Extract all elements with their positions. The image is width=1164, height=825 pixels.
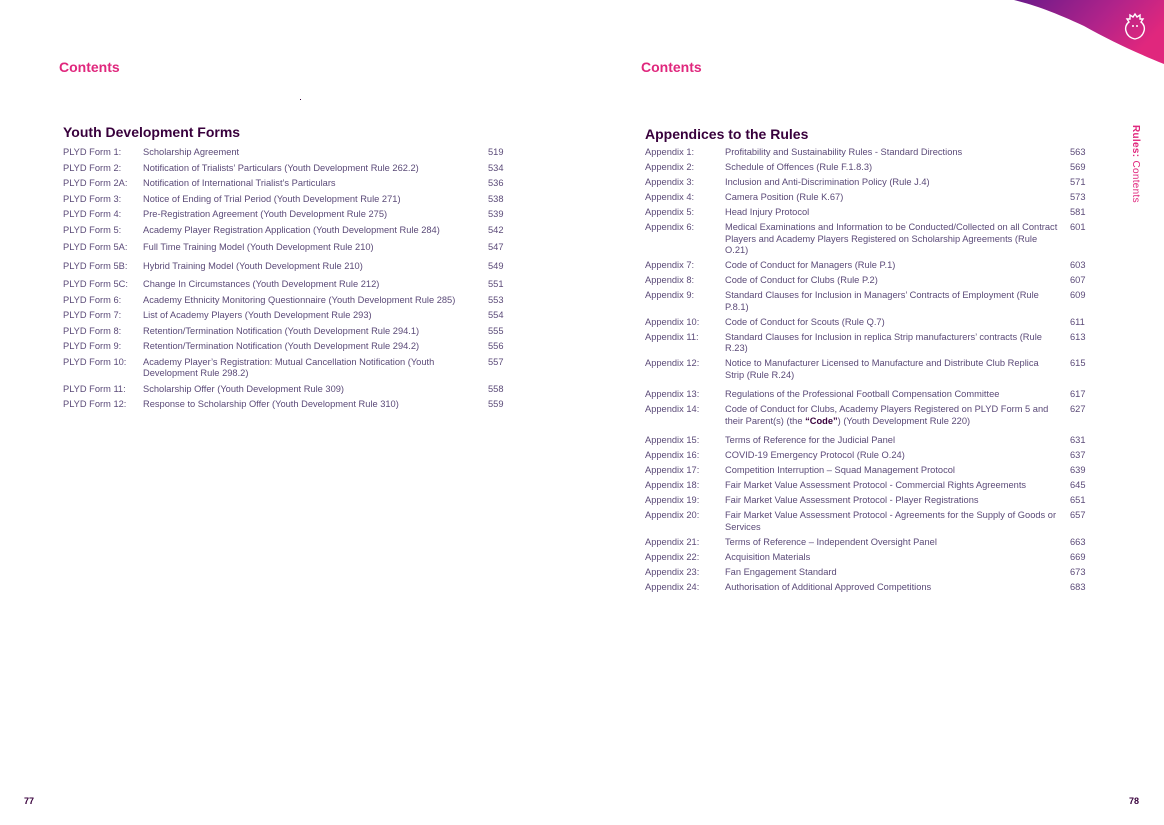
toc-entry-page: 669 (1070, 551, 1086, 562)
toc-entry-title-part: Code of Conduct for Clubs, Academy Players Registered on PLYD Form 5 and their Parent(s) (the (725, 404, 1049, 426)
toc-entry-page: 536 (488, 178, 504, 188)
toc-entry-page: 657 (1070, 510, 1086, 520)
toc-entry-page: 539 (488, 209, 504, 219)
toc-entry-title: Standard Clauses for Inclusion in replica Strip manufacturers’ contracts (Rule R.23) (725, 331, 1042, 353)
toc-entry-title: List of Academy Players (Youth Development Rule 293) (143, 310, 372, 320)
toc-entry-label: Appendix 21: (645, 536, 700, 547)
youth-forms-list (63, 147, 508, 415)
toc-entry-page: 683 (1070, 581, 1086, 592)
toc-entry-title: Code of Conduct for Scouts (Rule Q.7) (725, 316, 885, 327)
toc-entry-title: Schedule of Offences (Rule F.1.8.3) (725, 162, 873, 172)
toc-entry-page: 603 (1070, 260, 1086, 270)
toc-entry-label: PLYD Form 9: (63, 341, 122, 351)
toc-entry[interactable] (63, 384, 508, 396)
toc-entry-page: 553 (488, 294, 504, 305)
toc-entry-label: PLYD Form 10: (63, 356, 127, 367)
toc-entry-page: 559 (488, 399, 504, 409)
toc-entry-page: 613 (1070, 331, 1086, 342)
toc-entry[interactable] (645, 147, 1090, 159)
left-page-number: 77 (24, 796, 35, 806)
toc-entry-page: 663 (1070, 536, 1086, 547)
toc-entry[interactable] (63, 209, 508, 221)
toc-entry[interactable] (63, 341, 508, 353)
toc-entry[interactable] (645, 567, 1090, 579)
toc-entry-title: Medical Examinations and Information to be Conducted/Collected on all Contract Players and Academy Players Registered on Scholarship Agreements (Rule O.21) (725, 222, 1058, 255)
toc-entry[interactable] (63, 261, 508, 273)
toc-entry[interactable] (645, 275, 1090, 287)
toc-entry[interactable] (63, 399, 508, 411)
toc-entry-title: Academy Player’s Registration: Mutual Cancellation Notification (Youth Development Rule 298.2) (143, 356, 435, 378)
toc-entry-page: 551 (488, 279, 504, 289)
toc-entry[interactable] (645, 317, 1090, 329)
right-page-number: 78 (1129, 796, 1140, 806)
toc-entry[interactable] (645, 582, 1090, 594)
toc-entry-page: 611 (1070, 316, 1085, 327)
toc-entry-label: PLYD Form 8: (63, 325, 122, 336)
toc-entry-page: 547 (488, 242, 504, 252)
toc-entry-page: 581 (1070, 207, 1086, 217)
toc-entry[interactable] (645, 358, 1090, 381)
toc-entry-label: PLYD Form 5B: (63, 260, 128, 271)
toc-entry-page: 569 (1070, 162, 1086, 172)
toc-entry-label: PLYD Form 2A: (63, 178, 128, 188)
toc-entry-label: Appendix 10: (645, 316, 700, 327)
toc-entry-title: Terms of Reference – Independent Oversight Panel (725, 536, 937, 547)
toc-entry[interactable] (645, 495, 1090, 507)
toc-entry[interactable] (645, 332, 1090, 355)
toc-entry-page: 607 (1070, 275, 1086, 285)
toc-entry[interactable] (63, 295, 508, 307)
stray-dot (300, 99, 301, 100)
toc-entry-label: Appendix 8: (645, 275, 695, 285)
toc-entry-title: Academy Ethnicity Monitoring Questionnaire (Youth Development Rule 285) (143, 294, 456, 305)
toc-entry-title: Inclusion and Anti-Discrimination Policy (Rule J.4) (725, 177, 930, 187)
toc-entry-label: Appendix 13: (645, 389, 700, 399)
toc-entry-title: Profitability and Sustainability Rules - Standard Directions (725, 147, 963, 157)
side-tab-bold: Rules: (1130, 125, 1141, 158)
toc-entry[interactable] (63, 279, 508, 291)
toc-entry-label: Appendix 19: (645, 495, 700, 505)
toc-entry[interactable] (645, 465, 1090, 477)
toc-entry-page: 557 (488, 356, 504, 367)
toc-entry-title: Fair Market Value Assessment Protocol - Player Registrations (725, 495, 979, 505)
toc-entry[interactable] (63, 357, 508, 380)
toc-entry-page: 538 (488, 193, 504, 204)
toc-entry-title: Camera Position (Rule K.67) (725, 192, 844, 202)
toc-entry-label: PLYD Form 11: (63, 383, 126, 394)
toc-entry-label: Appendix 23: (645, 566, 700, 577)
toc-entry-page: 563 (1070, 147, 1086, 157)
toc-entry-label: PLYD Form 1: (63, 147, 122, 157)
toc-entry-title: Notice of Ending of Trial Period (Youth Development Rule 271) (143, 193, 401, 204)
appendices-list (645, 147, 1090, 597)
toc-entry[interactable] (645, 192, 1090, 204)
toc-entry-title: Response to Scholarship Offer (Youth Development Rule 310) (143, 399, 399, 409)
toc-entry-label: Appendix 5: (645, 207, 695, 217)
toc-entry-page: 549 (488, 260, 504, 271)
toc-entry-title: Competition Interruption – Squad Management Protocol (725, 465, 955, 475)
toc-entry[interactable] (63, 242, 508, 254)
toc-entry-label: Appendix 11: (645, 331, 699, 342)
toc-entry-title-part: ) (Youth Development Rule 220) (837, 415, 971, 426)
toc-entry[interactable] (63, 194, 508, 206)
toc-entry-title: Acquisition Materials (725, 551, 811, 562)
side-tab (1129, 125, 1141, 245)
toc-entry-page: 556 (488, 341, 504, 351)
toc-entry[interactable] (645, 404, 1090, 427)
toc-entry-label: Appendix 15: (645, 435, 700, 445)
toc-entry-title: Code of Conduct for Managers (Rule P.1) (725, 260, 896, 270)
toc-entry-title: Pre-Registration Agreement (Youth Development Rule 275) (143, 209, 388, 219)
toc-entry-label: PLYD Form 6: (63, 294, 122, 305)
toc-entry[interactable] (645, 162, 1090, 174)
toc-entry-title: Academy Player Registration Application (Youth Development Rule 284) (143, 224, 440, 235)
toc-entry-title: Notification of International Trialist’s Particulars (143, 178, 336, 188)
toc-entry-label: Appendix 14: (645, 404, 700, 414)
toc-entry-label: PLYD Form 3: (63, 193, 122, 204)
toc-entry-page: 601 (1070, 222, 1086, 232)
toc-entry-page: 615 (1070, 358, 1086, 368)
toc-entry-title: Regulations of the Professional Football Compensation Committee (725, 389, 1000, 399)
toc-entry-title: Hybrid Training Model (Youth Development Rule 210) (143, 260, 363, 271)
toc-entry[interactable] (645, 260, 1090, 272)
appendices-section-title: Appendices to the Rules (645, 126, 809, 142)
toc-entry-label: Appendix 2: (645, 162, 695, 172)
toc-entry-label: PLYD Form 5A: (63, 242, 128, 252)
toc-entry-label: Appendix 17: (645, 465, 700, 475)
toc-entry-label: Appendix 6: (645, 222, 695, 232)
toc-entry[interactable] (645, 480, 1090, 492)
toc-entry-page: 554 (488, 310, 504, 320)
toc-entry-title: Notification of Trialists’ Particulars (Youth Development Rule 262.2) (143, 162, 419, 173)
toc-entry-title: Fair Market Value Assessment Protocol - Commercial Rights Agreements (725, 480, 1027, 490)
toc-entry-title: Fan Engagement Standard (725, 566, 837, 577)
toc-entry-page: 639 (1070, 465, 1086, 475)
left-page-heading: Contents (59, 59, 120, 75)
toc-entry-title: Notice to Manufacturer Licensed to Manufacture and Distribute Club Replica Strip (Rule R.24) (725, 358, 1039, 380)
youth-forms-section-title: Youth Development Forms (63, 124, 241, 140)
toc-entry-page: 519 (488, 147, 504, 157)
toc-entry-label: PLYD Form 5C: (63, 279, 128, 289)
toc-entry-page: 534 (488, 162, 504, 173)
toc-entry-title: Terms of Reference for the Judicial Panel (725, 435, 896, 445)
toc-entry-page: 555 (488, 325, 504, 336)
toc-entry-label: Appendix 3: (645, 177, 695, 187)
toc-entry[interactable] (645, 435, 1090, 447)
toc-entry-title: Change In Circumstances (Youth Development Rule 212) (143, 279, 380, 289)
toc-entry[interactable] (645, 177, 1090, 189)
toc-entry-title: Scholarship Offer (Youth Development Rule 309) (143, 383, 345, 394)
toc-entry-page: 627 (1070, 404, 1086, 414)
toc-entry-title-bold: “Code” (805, 415, 838, 426)
toc-entry-page: 651 (1070, 495, 1086, 505)
toc-entry-label: PLYD Form 7: (63, 310, 122, 320)
toc-entry-page: 631 (1070, 435, 1086, 445)
toc-entry[interactable] (645, 389, 1090, 401)
toc-entry[interactable] (645, 207, 1090, 219)
toc-entry-label: Appendix 16: (645, 450, 700, 460)
toc-entry[interactable] (63, 147, 508, 159)
toc-entry-title: Retention/Termination Notification (Youth Development Rule 294.1) (143, 325, 420, 336)
toc-entry-page: 609 (1070, 290, 1086, 300)
toc-entry-page: 673 (1070, 566, 1086, 577)
toc-entry-page: 617 (1070, 389, 1086, 399)
toc-entry-label: Appendix 20: (645, 510, 700, 520)
toc-entry-page: 645 (1070, 480, 1086, 490)
toc-entry-title: Head Injury Protocol (725, 207, 810, 217)
toc-entry-title: Scholarship Agreement (143, 147, 240, 157)
toc-entry[interactable] (63, 178, 508, 190)
lion-crest-icon (1122, 12, 1148, 42)
toc-entry-title: Standard Clauses for Inclusion in Managers’ Contracts of Employment (Rule P.8.1) (725, 290, 1039, 312)
toc-entry[interactable] (645, 552, 1090, 564)
toc-entry-title: Fair Market Value Assessment Protocol - Agreements for the Supply of Goods or Services (725, 510, 1057, 532)
toc-entry[interactable] (63, 326, 508, 338)
toc-entry[interactable] (645, 290, 1090, 313)
toc-entry-page: 573 (1070, 192, 1086, 202)
toc-entry[interactable] (63, 163, 508, 175)
toc-entry-page: 571 (1070, 177, 1086, 187)
toc-entry-label: Appendix 18: (645, 480, 700, 490)
toc-entry-label: PLYD Form 12: (63, 399, 127, 409)
toc-entry[interactable] (645, 510, 1090, 533)
toc-entry-label: Appendix 7: (645, 260, 695, 270)
toc-entry-page: 542 (488, 224, 504, 235)
toc-entry[interactable] (63, 225, 508, 237)
right-page-heading: Contents (641, 59, 702, 75)
toc-entry-label: Appendix 9: (645, 290, 695, 300)
toc-entry-label: Appendix 22: (645, 551, 700, 562)
toc-entry-title: COVID-19 Emergency Protocol (Rule O.24) (725, 450, 905, 460)
toc-entry-label: PLYD Form 2: (63, 162, 122, 173)
toc-entry-title: Authorisation of Additional Approved Competitions (725, 581, 932, 592)
toc-entry-label: Appendix 4: (645, 192, 695, 202)
toc-entry-page: 558 (488, 383, 504, 394)
side-tab-text: Contents (1130, 160, 1141, 203)
toc-entry-title: Code of Conduct for Clubs (Rule P.2) (725, 275, 878, 285)
toc-entry-page: 637 (1070, 450, 1086, 460)
toc-entry[interactable] (645, 537, 1090, 549)
toc-entry-label: PLYD Form 4: (63, 209, 122, 219)
toc-entry[interactable] (645, 450, 1090, 462)
toc-entry-label: Appendix 24: (645, 581, 700, 592)
toc-entry-label: Appendix 1: (645, 147, 695, 157)
toc-entry-title: Full Time Training Model (Youth Development Rule 210) (143, 242, 374, 252)
toc-entry-title (725, 404, 1060, 427)
toc-entry-label: Appendix 12: (645, 358, 700, 368)
toc-entry[interactable] (645, 222, 1090, 257)
toc-entry-title: Retention/Termination Notification (Youth Development Rule 294.2) (143, 341, 420, 351)
toc-entry[interactable] (63, 310, 508, 322)
toc-entry-label: PLYD Form 5: (63, 224, 122, 235)
